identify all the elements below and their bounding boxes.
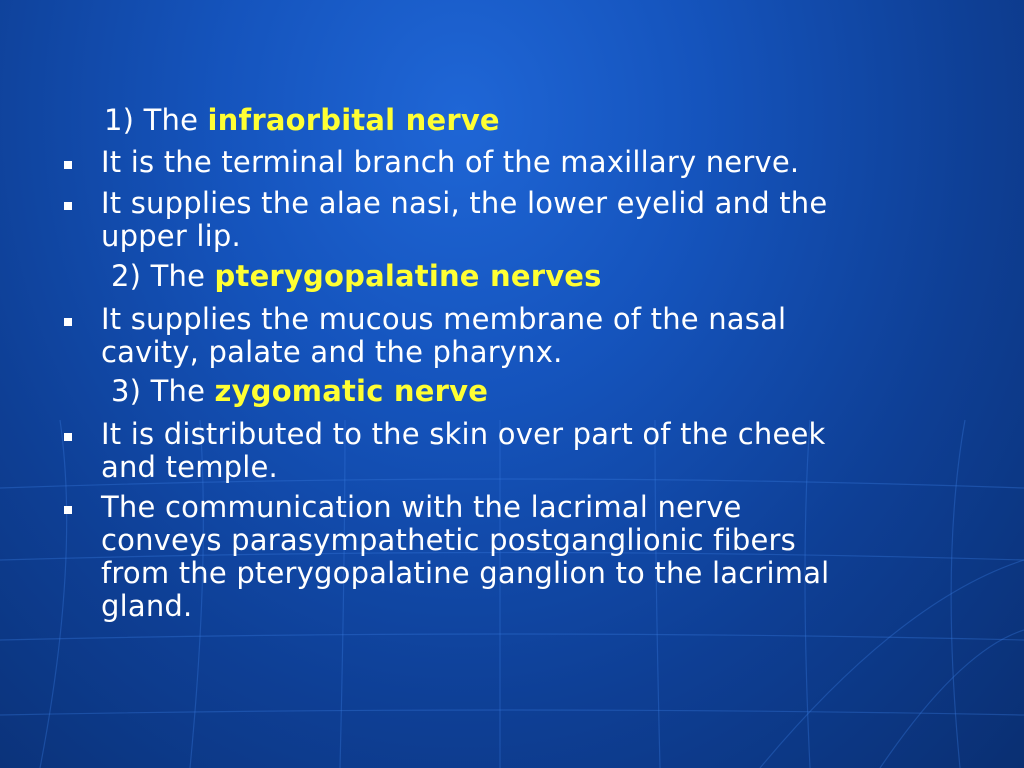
bullet-text-continuation: upper lip. — [101, 219, 241, 253]
bullet-marker — [64, 161, 72, 169]
term-zygomatic-nerve: zygomatic nerve — [214, 374, 489, 408]
bullet-text-continuation: cavity, palate and the pharynx. — [101, 335, 563, 369]
heading-infraorbital — [104, 104, 500, 137]
bullet-text: It supplies the mucous membrane of the nasal — [101, 302, 787, 336]
bullet-text: It supplies the alae nasi, the lower eyelid and the — [101, 186, 828, 220]
bullet-marker — [64, 202, 72, 210]
bullet-text-continuation: from the pterygopalatine ganglion to the lacrimal — [101, 556, 830, 590]
bullet-text: The communication with the lacrimal nerve — [101, 490, 742, 524]
heading-pterygopalatine — [111, 260, 602, 293]
bullet-marker — [64, 318, 72, 326]
bullet-text-continuation: conveys parasympathetic postganglionic fibers — [101, 523, 796, 557]
bullet-text-continuation: and temple. — [101, 450, 278, 484]
bullet-marker — [64, 506, 72, 514]
bullet-text: It is distributed to the skin over part of the cheek — [101, 417, 826, 451]
bullet-text-continuation: gland. — [101, 589, 193, 623]
heading-prefix: 2) The — [111, 259, 215, 293]
heading-zygomatic — [111, 375, 488, 408]
heading-prefix: 1) The — [104, 103, 208, 137]
term-infraorbital-nerve: infraorbital nerve — [207, 103, 500, 137]
bullet-marker — [64, 433, 72, 441]
term-pterygopalatine-nerves: pterygopalatine nerves — [214, 259, 602, 293]
heading-prefix: 3) The — [111, 374, 215, 408]
bullet-text: It is the terminal branch of the maxillary nerve. — [101, 145, 800, 179]
